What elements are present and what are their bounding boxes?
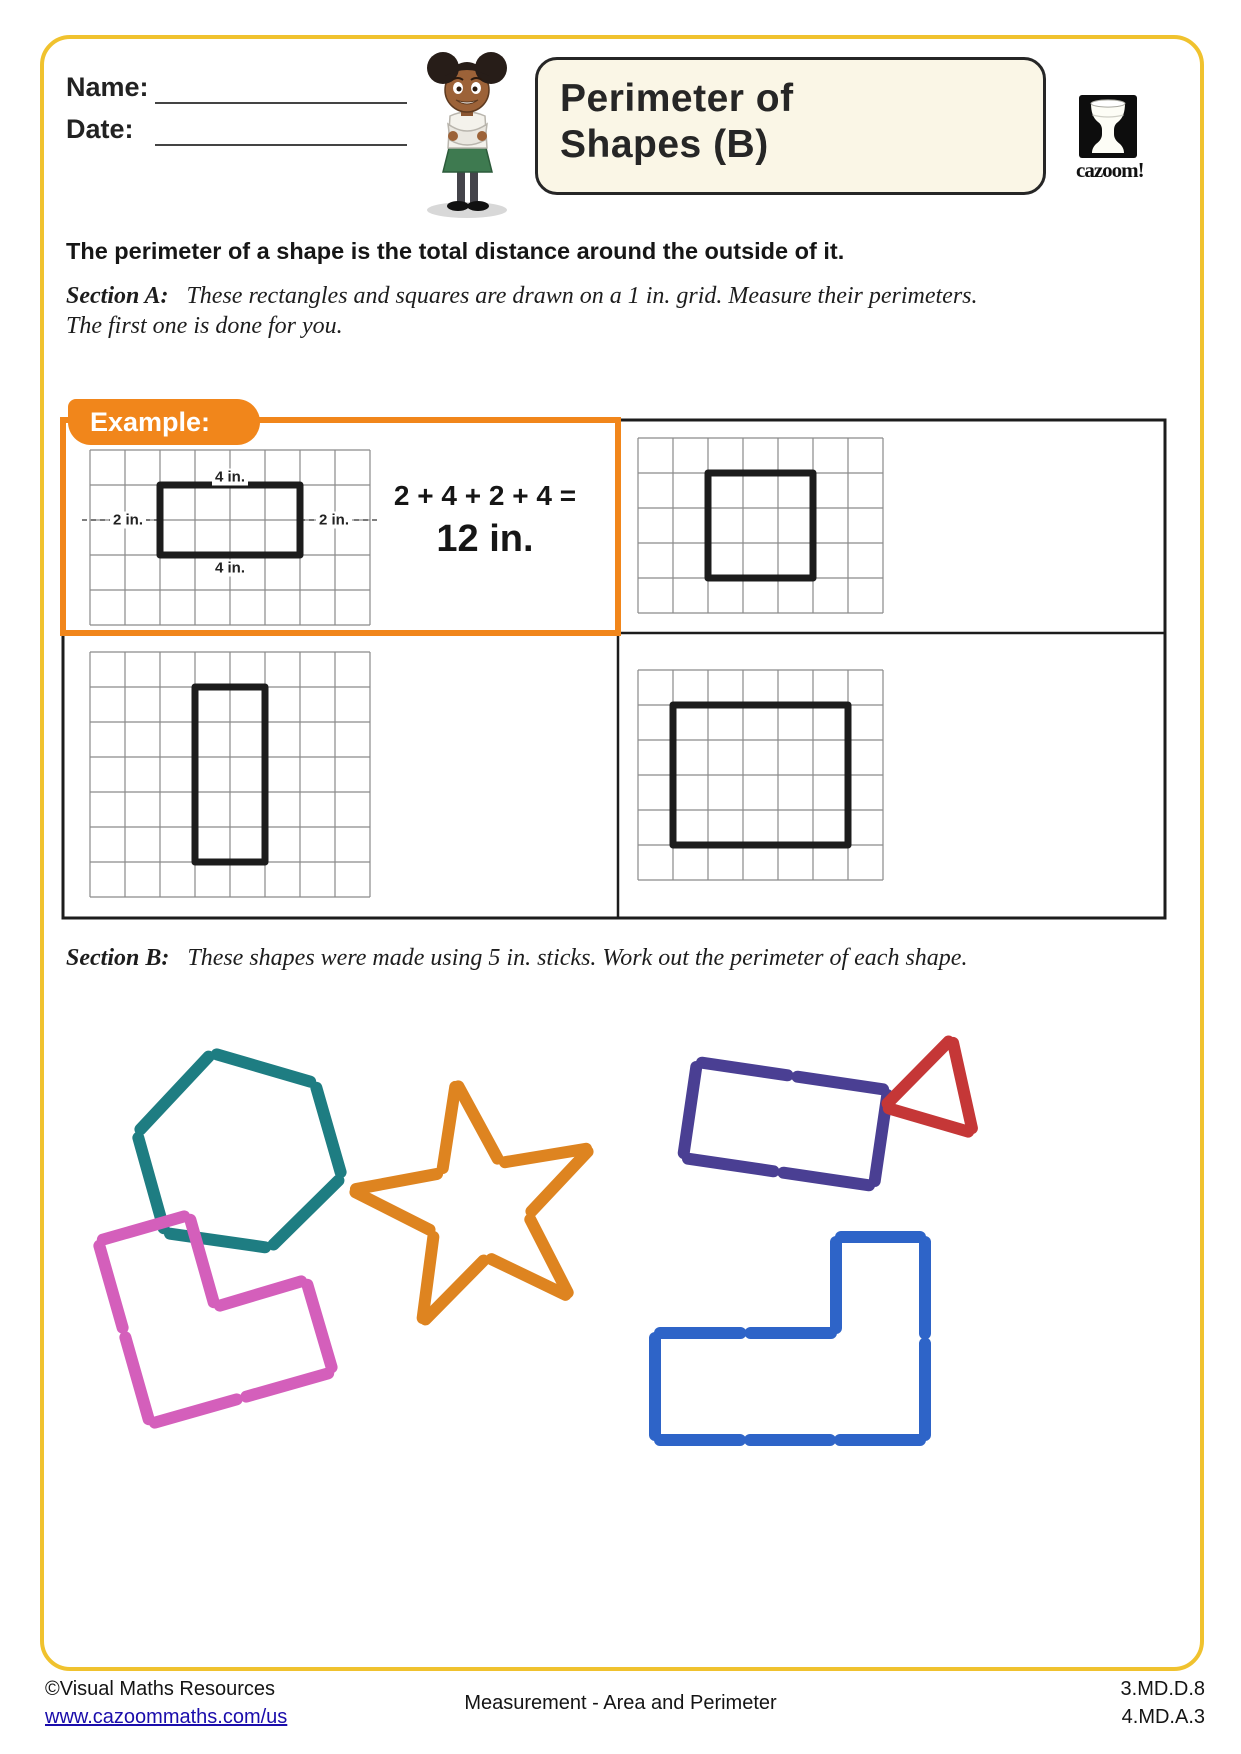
dim-label-top: 4 in. bbox=[212, 469, 248, 486]
dim-label-bottom: 4 in. bbox=[212, 560, 248, 577]
date-label: Date: bbox=[66, 114, 134, 144]
cazoom-logo bbox=[1076, 94, 1144, 190]
title-line-2: Shapes (B) bbox=[560, 123, 769, 167]
example-tab: Example: bbox=[68, 399, 260, 445]
djembe-drum-icon bbox=[1076, 94, 1140, 160]
section-b-label: Section B: bbox=[66, 945, 170, 971]
section-b-heading bbox=[66, 945, 967, 972]
student-illustration bbox=[406, 48, 528, 220]
date-input-line[interactable] bbox=[155, 143, 407, 146]
worksheet-title bbox=[560, 76, 794, 168]
section-a-instructions-line2: The first one is done for you. bbox=[66, 313, 343, 339]
footer-copyright: ©Visual Maths Resources bbox=[45, 1678, 276, 1700]
footer-standard-2: 4.MD.A.3 bbox=[1121, 1706, 1205, 1728]
equation-sum: 2 + 4 + 2 + 4 = bbox=[393, 480, 577, 511]
equation-answer: 12 in. bbox=[436, 518, 534, 560]
example-equation bbox=[363, 480, 607, 561]
section-a-label: Section A: bbox=[66, 283, 169, 309]
footer-url-link[interactable]: www.cazoommaths.com/us bbox=[45, 1706, 288, 1728]
footer-topic: Measurement - Area and Perimeter bbox=[464, 1692, 777, 1714]
footer-standard-1: 3.MD.D.8 bbox=[1120, 1678, 1205, 1700]
section-b-instructions: These shapes were made using 5 in. sticks. Work out the perimeter of each shape. bbox=[187, 945, 968, 971]
name-label: Name: bbox=[66, 72, 149, 102]
page-border bbox=[40, 35, 1204, 1671]
dim-label-right: 2 in. bbox=[316, 512, 352, 529]
section-a-instructions: These rectangles and squares are drawn on a 1 in. grid. Measure their perimeters. bbox=[186, 283, 978, 309]
title-line-1: Perimeter of bbox=[560, 77, 794, 120]
intro-sentence: The perimeter of a shape is the total distance around the outside of it. bbox=[66, 238, 845, 264]
name-input-line[interactable] bbox=[155, 101, 407, 104]
dim-label-left: 2 in. bbox=[110, 512, 146, 529]
logo-wordmark: cazoom! bbox=[1076, 158, 1144, 182]
section-a-heading bbox=[66, 283, 978, 310]
